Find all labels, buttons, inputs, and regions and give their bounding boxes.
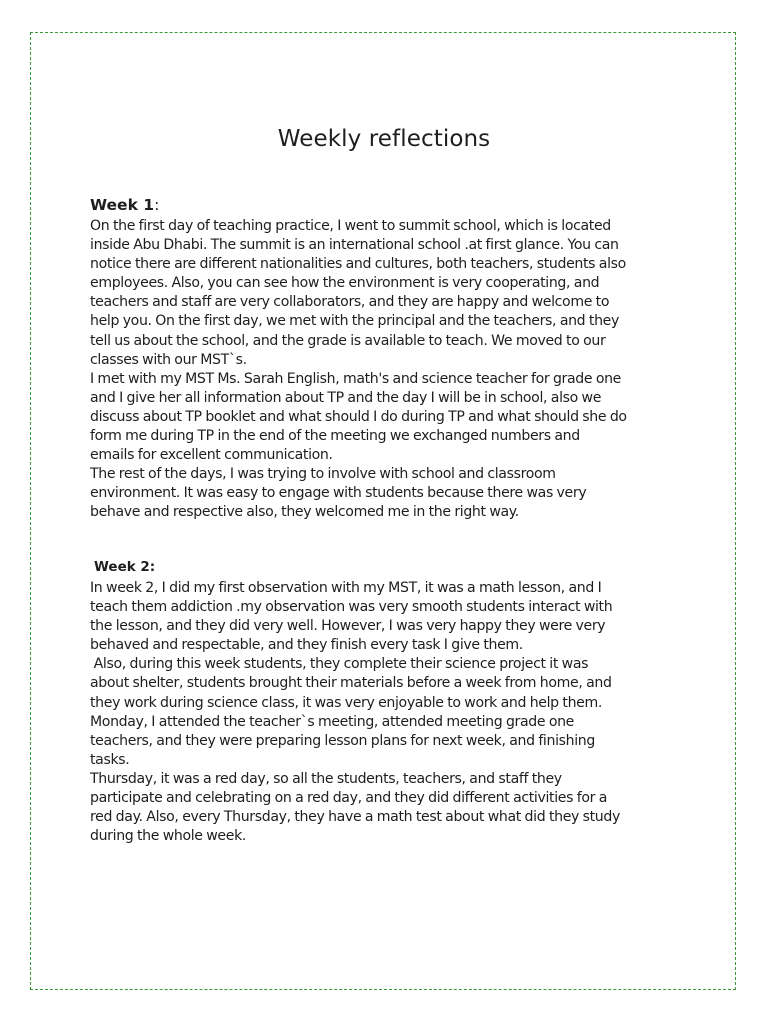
week-2-line: behaved and respectable, and they finish every task I give them.	[90, 637, 523, 654]
week-1-line: form me during TP in the end of the meeting we exchanged numbers and	[90, 428, 580, 445]
week-2-line: tasks.	[90, 751, 130, 768]
week-1-heading	[90, 196, 159, 214]
week-1-line: employees. Also, you can see how the environment is very cooperating, and	[90, 275, 600, 292]
week-2-line: during the whole week.	[90, 828, 247, 845]
week-1-line: environment. It was easy to engage with students because there was very	[90, 485, 587, 502]
week-2-line: Also, during this week students, they complete their science project it was	[90, 656, 589, 673]
week-2-line: In week 2, I did my first observation with my MST, it was a math lesson, and I	[90, 580, 602, 596]
week-1-text	[90, 217, 720, 523]
week-1-line: discuss about TP booklet and what should I do during TP and what should she do	[90, 408, 627, 425]
week-1-line: and I give her all information about TP and the day I will be in school, also we	[90, 389, 602, 406]
week-1-line: help you. On the first day, we met with the principal and the teachers, and they	[90, 313, 619, 330]
week-1-line: behave and respective also, they welcomed me in the right way.	[90, 504, 519, 521]
week-2-line: the lesson, and they did very well. However, I was very happy they were very	[90, 618, 606, 635]
week-1-line: emails for excellent communication.	[90, 447, 333, 464]
week-2-line: teachers, and they were preparing lesson plans for next week, and finishing	[90, 732, 595, 749]
week-2-text	[90, 579, 720, 846]
week-1-line: inside Abu Dhabi. The summit is an international school .at first glance. You can	[90, 237, 619, 254]
week-2-line: about shelter, students brought their materials before a week from home, and	[90, 675, 612, 692]
week-1-heading-label: Week 1	[90, 196, 155, 214]
week-1-line: tell us about the school, and the grade is available to teach. We moved to our	[90, 332, 606, 349]
week-2-line: Monday, I attended the teacher`s meeting, attended meeting grade one	[90, 713, 574, 730]
week-2-line: Thursday, it was a red day, so all the students, teachers, and staff they	[90, 770, 562, 787]
week-2-line: teach them addiction .my observation was very smooth students interact with	[90, 599, 613, 616]
week-1-line: notice there are different nationalities and cultures, both teachers, students also	[90, 256, 626, 273]
week-1-line: The rest of the days, I was trying to involve with school and classroom	[90, 466, 556, 483]
document-title: Weekly reflections	[277, 126, 491, 152]
week-1-line: classes with our MST`s.	[90, 351, 247, 368]
week-2-line: participate and celebrating on a red day, and they did different activities for a	[90, 790, 607, 807]
week-1-line: On the first day of teaching practice, I went to summit school, which is located	[90, 218, 611, 234]
week-2-heading	[94, 559, 155, 575]
week-1-line: teachers and staff are very collaborators, and they are happy and welcome to	[90, 294, 610, 311]
week-1-heading-suffix: :	[154, 196, 160, 214]
week-2-heading-label: Week 2	[94, 559, 150, 575]
week-1-line: I met with my MST Ms. Sarah English, math's and science teacher for grade one	[90, 370, 622, 387]
week-2-heading-suffix: :	[149, 559, 156, 575]
week-2-line: they work during science class, it was very enjoyable to work and help them.	[90, 694, 603, 711]
week-2-line: red day. Also, every Thursday, they have a math test about what did they study	[90, 809, 620, 826]
